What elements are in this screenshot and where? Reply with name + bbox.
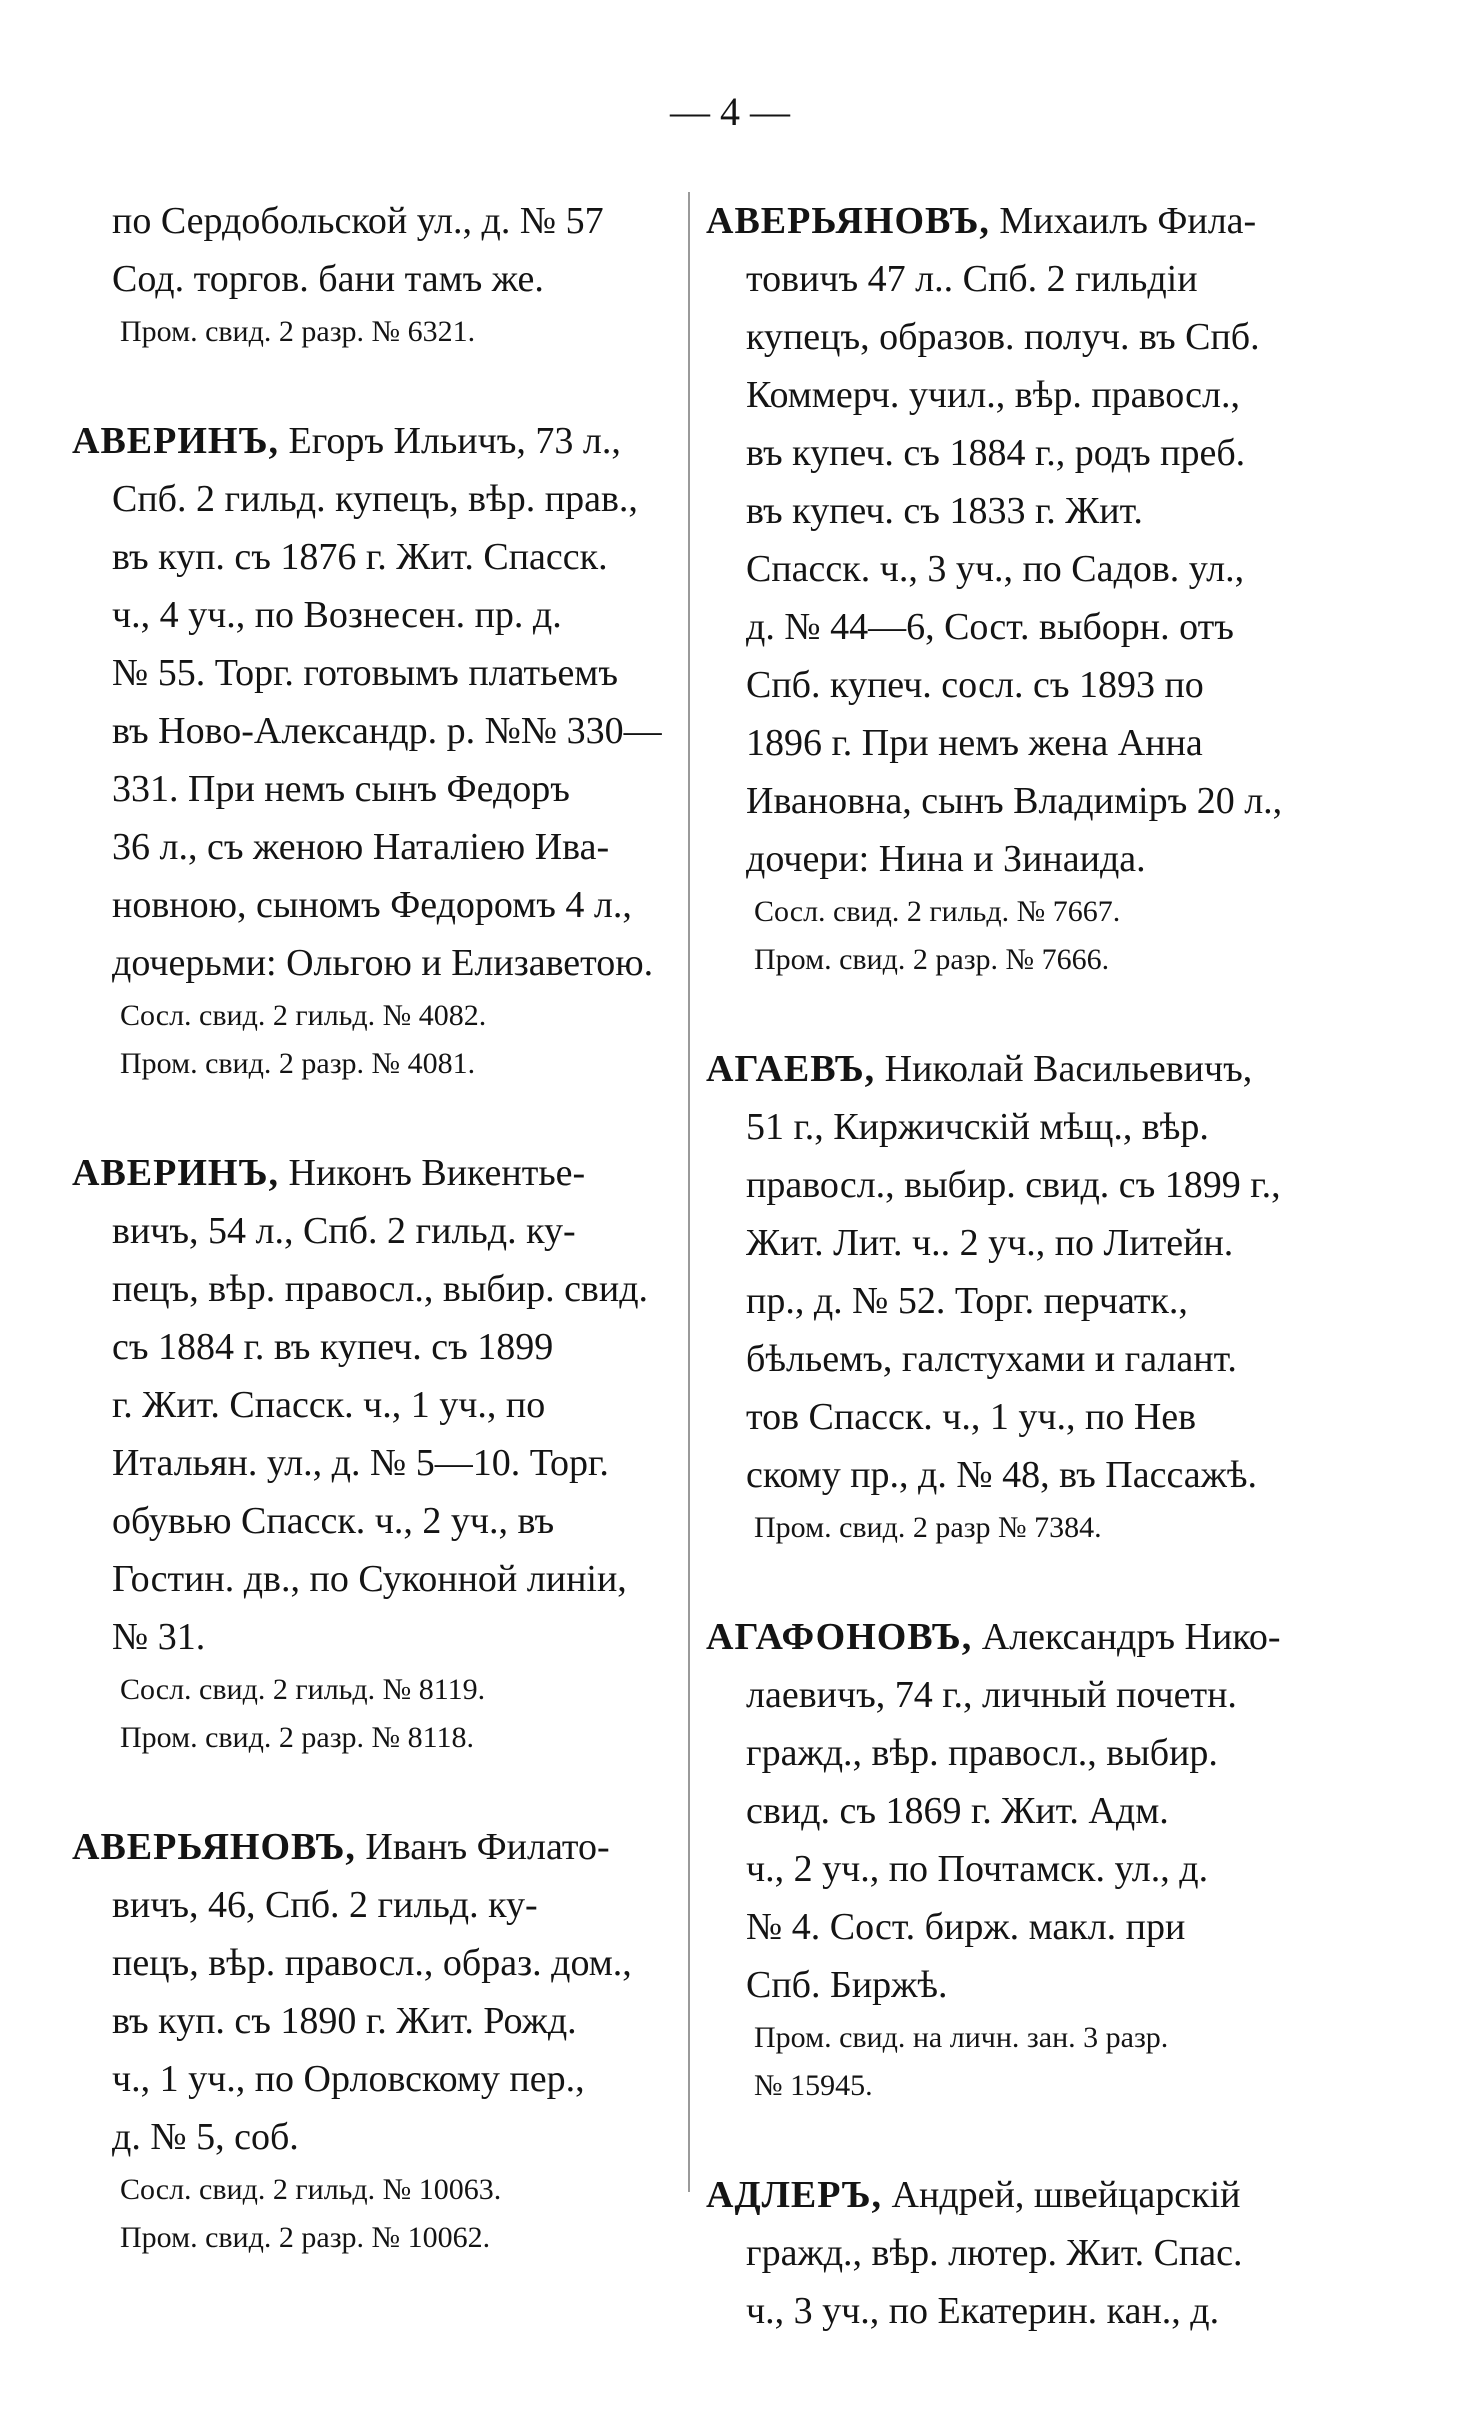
certificate-note-line: Пром. свид. 2 разр № 7384. <box>754 1511 1102 1544</box>
entry-text-line: бѣльемъ, галстухами и галант. <box>746 1338 1237 1380</box>
entry-heading-text: Андрей, швейцарскій <box>882 2174 1241 2216</box>
entry-text-line: ч., 3 уч., по Екатерин. кан., д. <box>746 2290 1220 2332</box>
entry-heading-line <box>706 192 1336 250</box>
entry-surname: АГАЕВЪ, <box>706 1048 876 1090</box>
entry-text-line: въ куп. съ 1876 г. Жит. Спасск. <box>112 536 608 578</box>
entry-heading-line <box>72 1818 680 1876</box>
entry-text-line: Спб. Биржѣ. <box>746 1964 948 2006</box>
entry-text-line: дочери: Нина и Зинаида. <box>746 838 1146 880</box>
entry-text-line: ч., 1 уч., по Орловскому пер., <box>112 2058 585 2100</box>
entry-text-line: по Сердобольской ул., д. № 57 <box>112 200 604 242</box>
entry-text-line: 331. При немъ сынъ Федоръ <box>112 768 570 810</box>
entry-text-line: Жит. Лит. ч.. 2 уч., по Литейн. <box>746 1222 1234 1264</box>
entry-text-line: 36 л., съ женою Наталіею Ива- <box>112 826 610 868</box>
entry-heading-text: Николай Васильевичъ, <box>875 1048 1253 1090</box>
entry-text-line: Спб. купеч. сосл. съ 1893 по <box>746 664 1204 706</box>
entry-text-line: свид. съ 1869 г. Жит. Адм. <box>746 1790 1169 1832</box>
entry-text-line: обувью Спасск. ч., 2 уч., въ <box>112 1500 555 1542</box>
entry-surname: АВЕРИНЪ, <box>72 1152 280 1194</box>
entry-text-line: Спб. 2 гильд. купецъ, вѣр. прав., <box>112 478 638 520</box>
entry-surname: АВЕРЬЯНОВЪ, <box>706 200 990 242</box>
entry-text-line: купецъ, образов. получ. въ Спб. <box>746 316 1260 358</box>
entry-heading-text: Михаилъ Фила- <box>989 200 1257 242</box>
entry-text-line: Коммерч. учил., вѣр. правосл., <box>746 374 1240 416</box>
entry-text-line: въ Ново-Александр. р. №№ 330— <box>112 710 662 752</box>
entry-text-line: ч., 2 уч., по Почтамск. ул., д. <box>746 1848 1209 1890</box>
entry-text-line: лаевичъ, 74 г., личный почетн. <box>746 1674 1237 1716</box>
entry-heading-text: Егоръ Ильичъ, 73 л., <box>279 420 621 462</box>
entry-text-line: скому пр., д. № 48, въ Пассажѣ. <box>746 1454 1258 1496</box>
left-column <box>72 192 680 2262</box>
entry-heading-line <box>72 412 680 470</box>
entry-text-line: г. Жит. Спасск. ч., 1 уч., по <box>112 1384 546 1426</box>
entry-text-line: Гостин. дв., по Суконной линіи, <box>112 1558 627 1600</box>
entry-text-line: 51 г., Киржичскій мѣщ., вѣр. <box>746 1106 1209 1148</box>
entry-surname: АГАФОНОВЪ, <box>706 1616 973 1658</box>
entry-text-line: вичъ, 46, Спб. 2 гильд. ку- <box>112 1884 538 1926</box>
entry-heading-text: Иванъ Филато- <box>355 1826 610 1868</box>
certificate-note-line: Сосл. свид. 2 гильд. № 4082. <box>120 999 487 1032</box>
entry-gap <box>72 1762 680 1818</box>
entry-heading-text: Никонъ Викентье- <box>279 1152 586 1194</box>
entry-text-line: № 55. Торг. готовымъ платьемъ <box>112 652 619 694</box>
entry-text-line: Итальян. ул., д. № 5—10. Торг. <box>112 1442 609 1484</box>
certificate-note-line: Пром. свид. 2 разр. № 8118. <box>120 1721 475 1754</box>
entry-text-line: вичъ, 54 л., Спб. 2 гильд. ку- <box>112 1210 576 1252</box>
entry-text-line: Спасск. ч., 3 уч., по Садов. ул., <box>746 548 1245 590</box>
certificate-note-line: Пром. свид. на личн. зан. 3 разр. <box>754 2021 1169 2054</box>
entry-gap <box>72 356 680 412</box>
certificate-note-line: Пром. свид. 2 разр. № 4081. <box>120 1047 476 1080</box>
entry-gap <box>706 984 1336 1040</box>
right-column <box>706 192 1336 2340</box>
page-number: — 4 — <box>670 89 790 134</box>
entry-heading-line <box>706 1040 1336 1098</box>
entry-gap <box>706 2110 1336 2166</box>
entry-text-line: № 31. <box>112 1616 206 1658</box>
certificate-note-line: № 15945. <box>754 2069 873 2102</box>
entry-heading-line <box>706 2166 1336 2224</box>
entry-text-line: гражд., вѣр. правосл., выбир. <box>746 1732 1218 1774</box>
certificate-note-line: Пром. свид. 2 разр. № 6321. <box>120 315 476 348</box>
entry-surname: АДЛЕРЪ, <box>706 2174 883 2216</box>
entry-surname: АВЕРЬЯНОВЪ, <box>72 1826 356 1868</box>
entry-text-line: пецъ, вѣр. правосл., выбир. свид. <box>112 1268 649 1310</box>
certificate-note-line: Пром. свид. 2 разр. № 10062. <box>120 2221 491 2254</box>
entry-text-line: д. № 5, соб. <box>112 2116 299 2158</box>
entry-text-line: въ купеч. съ 1833 г. Жит. <box>746 490 1143 532</box>
entry-heading-line <box>706 1608 1336 1666</box>
entry-text-line: въ куп. съ 1890 г. Жит. Рожд. <box>112 2000 577 2042</box>
entry-text-line: Ивановна, сынъ Владиміръ 20 л., <box>746 780 1283 822</box>
certificate-note-line: Сосл. свид. 2 гильд. № 8119. <box>120 1673 486 1706</box>
column-divider <box>688 192 690 2192</box>
entry-text-line: дочерьми: Ольгою и Елизаветою. <box>112 942 654 984</box>
certificate-note-line: Пром. свид. 2 разр. № 7666. <box>754 943 1110 976</box>
entry-text-line: новною, сыномъ Федоромъ 4 л., <box>112 884 632 926</box>
entry-text-line: съ 1884 г. въ купеч. съ 1899 <box>112 1326 554 1368</box>
entry-gap <box>72 1088 680 1144</box>
entry-heading-line <box>72 1144 680 1202</box>
entry-text-line: № 4. Сост. бирж. макл. при <box>746 1906 1186 1948</box>
entry-text-line: товичъ 47 л.. Спб. 2 гильдіи <box>746 258 1198 300</box>
entry-text-line: пр., д. № 52. Торг. перчатк., <box>746 1280 1188 1322</box>
entry-text-line: 1896 г. При немъ жена Анна <box>746 722 1203 764</box>
entry-text-line: гражд., вѣр. лютер. Жит. Спас. <box>746 2232 1243 2274</box>
entry-gap <box>706 1552 1336 1608</box>
entry-text-line: Сод. торгов. бани тамъ же. <box>112 258 544 300</box>
entry-text-line: д. № 44—6, Сост. выборн. отъ <box>746 606 1234 648</box>
entry-text-line: ч., 4 уч., по Вознесен. пр. д. <box>112 594 562 636</box>
entry-text-line: пецъ, вѣр. правосл., образ. дом., <box>112 1942 632 1984</box>
certificate-note-line: Сосл. свид. 2 гильд. № 10063. <box>120 2173 502 2206</box>
entry-text-line: правосл., выбир. свид. съ 1899 г., <box>746 1164 1281 1206</box>
entry-surname: АВЕРИНЪ, <box>72 420 280 462</box>
entry-text-line: въ купеч. съ 1884 г., родъ преб. <box>746 432 1246 474</box>
entry-text-line: тов Спасск. ч., 1 уч., по Нев <box>746 1396 1197 1438</box>
certificate-note-line: Сосл. свид. 2 гильд. № 7667. <box>754 895 1121 928</box>
entry-heading-text: Александръ Нико- <box>972 1616 1281 1658</box>
